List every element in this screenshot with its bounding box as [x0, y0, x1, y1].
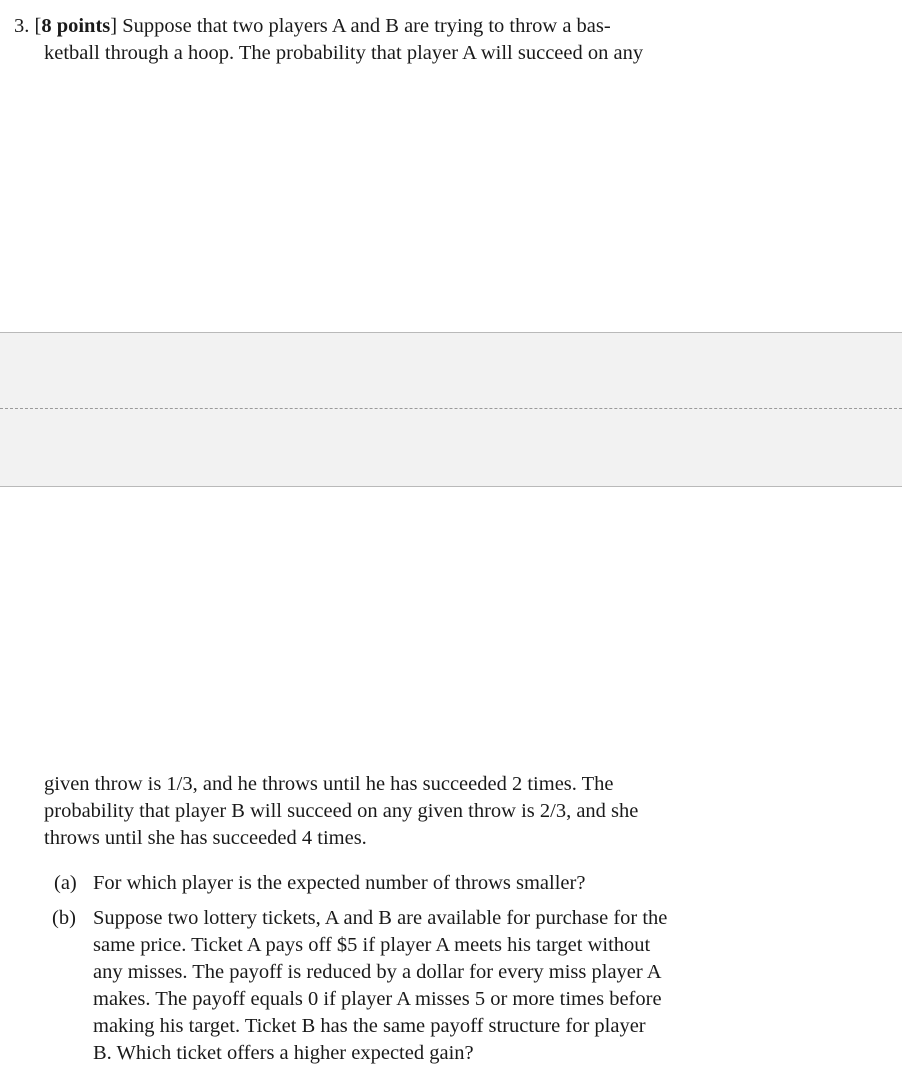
part-a-label: (a) [54, 872, 77, 894]
problem-intro-line-1 [14, 13, 611, 40]
problem-number: 3. [14, 15, 30, 37]
points-close: ] [110, 15, 118, 37]
page-break-dashed-line [0, 408, 902, 409]
continuation-line-1: given throw is 1/3, and he throws until he has succeeded 2 times. The [44, 773, 614, 795]
part-b-line-2: same price. Ticket A pays off $5 if player A meets his target without [93, 934, 651, 956]
part-b-line-5: making his target. Ticket B has the same payoff structure for player [93, 1015, 646, 1037]
points-open: [ [34, 15, 42, 37]
part-b-line-1: Suppose two lottery tickets, A and B are available for purchase for the [93, 907, 668, 929]
part-b-line-6: B. Which ticket offers a higher expected gain? [93, 1042, 474, 1064]
part-b-line-4: makes. The payoff equals 0 if player A misses 5 or more times before [93, 988, 662, 1010]
part-b-label: (b) [52, 907, 76, 929]
intro-text-1: Suppose that two players A and B are trying to throw a bas- [117, 15, 611, 37]
continuation-line-3: throws until she has succeeded 4 times. [44, 827, 367, 849]
points-label: 8 points [41, 15, 111, 37]
part-b-line-3: any misses. The payoff is reduced by a dollar for every miss player A [93, 961, 662, 983]
continuation-line-2: probability that player B will succeed on any given throw is 2/3, and she [44, 800, 639, 822]
part-a-line-1: For which player is the expected number of throws smaller? [93, 872, 586, 894]
problem-intro-line-2: ketball through a hoop. The probability that player A will succeed on any [44, 42, 644, 64]
page-break-separator [0, 332, 902, 487]
